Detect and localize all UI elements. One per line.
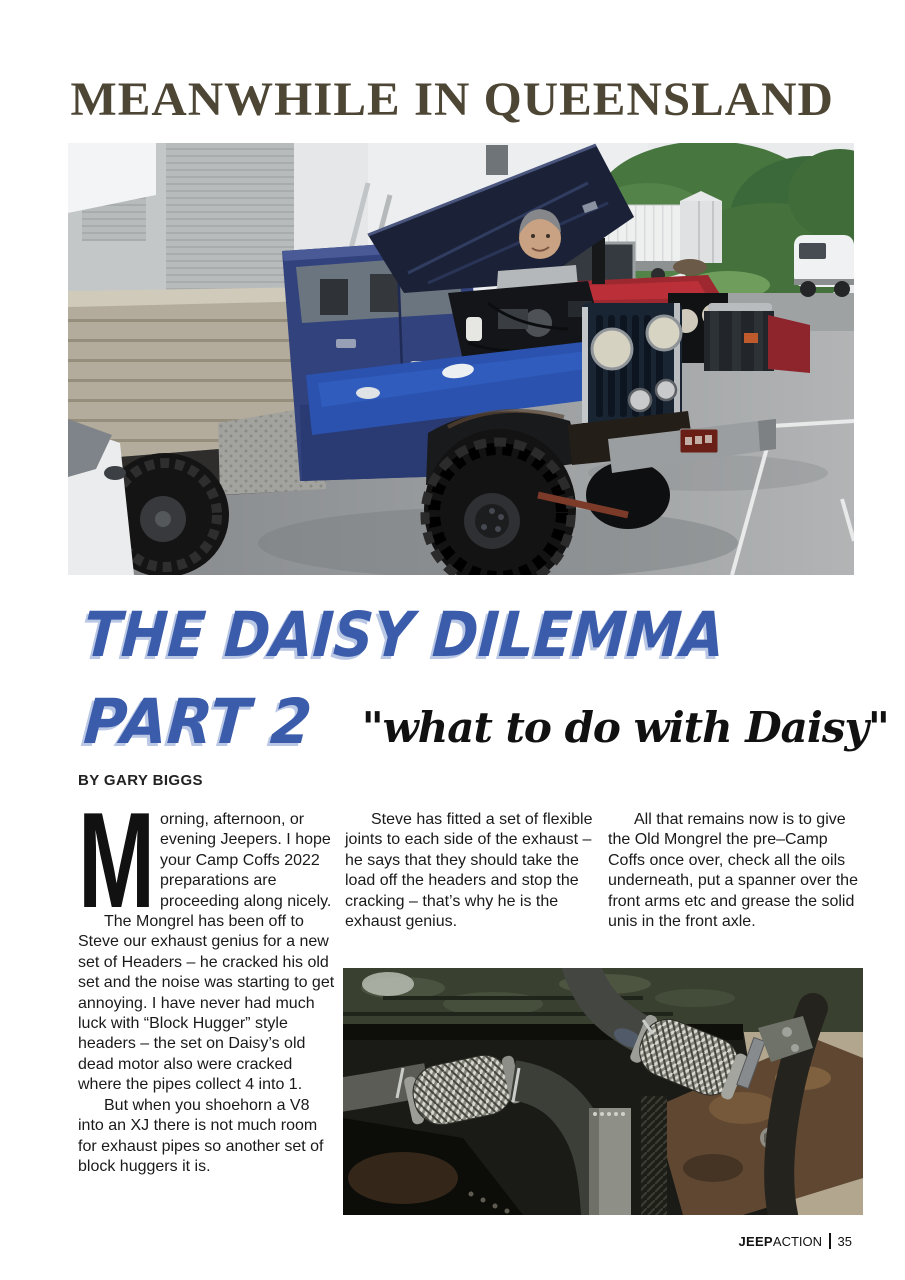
magazine-brand-bold: JEEP	[738, 1233, 773, 1249]
paragraph: The Mongrel has been off to Steve our exhaust genius for a new set of Headers – he cracked his old set and the noise was starting to get annoying. I have never had much luck with “Block Hugger” style headers – the set on Daisy’s old dead motor also were cracked where the pipes collect 4 into 1.	[78, 913, 335, 1094]
page-footer	[738, 1233, 852, 1249]
exhaust-photo	[343, 968, 863, 1215]
headline	[81, 598, 889, 758]
headline-line1: THE DAISY DILEMMA	[81, 598, 727, 671]
column-1	[78, 784, 335, 1177]
masthead	[0, 72, 905, 127]
pillar	[680, 191, 722, 263]
main-photo	[68, 143, 854, 575]
column-3	[608, 810, 860, 932]
page-title: MEANWHILE IN QUEENSLAND	[70, 73, 835, 126]
paragraph: Morning, afternoon, or evening Jeepers. I hope your Camp Coffs 2022 preparations are proceeding along nicely.	[78, 784, 332, 936]
magazine-brand-light: ACTION	[772, 1233, 823, 1249]
byline: BY GARY BIGGS	[78, 772, 203, 789]
footer-divider	[829, 1233, 831, 1249]
headline-line2: PART 2	[81, 685, 315, 758]
page-number: 35	[837, 1233, 852, 1249]
paragraph: Steve has fitted a set of flexible joints to each side of the exhaust – he says that they should take the load off the headers and stop the cracking – that’s why he is the exhaust genius.	[345, 811, 593, 931]
paragraph: But when you shoehorn a V8 into an XJ there is not much room for exhaust pipes so another set of block huggers it is.	[78, 1096, 324, 1175]
far-front-tyre	[586, 461, 670, 529]
centre-pipes	[589, 1096, 667, 1215]
dropcap: M	[78, 784, 156, 936]
headline-quote: "what to do with Daisy"	[361, 703, 889, 752]
paragraph: All that remains now is to give the Old Mongrel the pre–Camp Coffs once over, check all the oils underneath, put a spanner over the front arms etc and grease the solid unis in the front axle.	[608, 811, 858, 931]
column-2	[345, 810, 600, 932]
